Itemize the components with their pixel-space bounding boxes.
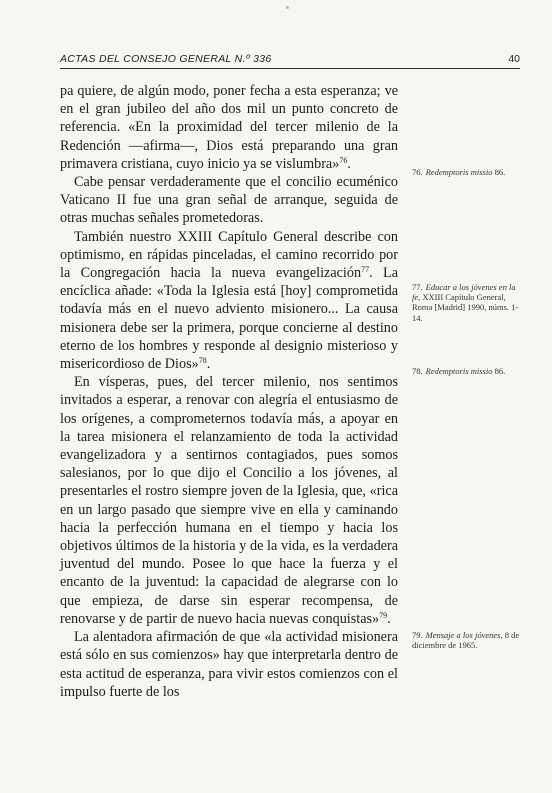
running-header — [60, 52, 520, 69]
footnote-79: 79. Mensaje a los jóvenes, 8 de diciembre de 1965. — [412, 630, 520, 651]
page-number: 40 — [508, 53, 520, 65]
footnote-ref-78[interactable]: 78 — [198, 356, 207, 366]
journal-title: ACTAS DEL CONSEJO GENERAL N.º 336 — [60, 53, 272, 65]
paragraph-4: En vísperas, pues, del tercer milenio, nos sentimos invitados a esperar, a renovar con alegría el entusiasmo de los orígenes, a comprometernos todavía más, a apoyar en la tarea misionera el relanzamiento de toda la actividad evangelizadora y a sentirnos contagiados, pues somos salesianos, por lo que dijo el Concilio a los jóvenes, al presentarles el rostro siempre joven de la Iglesia, que, «rica en un largo pasado que siempre vive en ella y caminando hacia la perfección humana en el tiempo y hacia los objetivos últimos de la historia y de la vida, es la verdadera juventud del mundo. Posee lo que hace la fuerza y el encanto de la juventud: la capacidad de alegrarse con lo que empieza, de darse sin esperar recompensa, de renovarse y de partir de nuevo hacia nuevas conquistas»$^{79}$. — [60, 374, 398, 627]
main-text-column — [60, 82, 398, 701]
footnote-76: 76. Redemptoris missio 86. — [412, 167, 506, 177]
footnote-ref-79[interactable]: 79 — [379, 610, 388, 620]
paragraph-1: pa quiere, de algún modo, poner fecha a esta esperanza; ve en el gran jubileo del año dos mil un punto concreto de referencia. «En la proximidad del tercer milenio de la Redención —afirma—, Dios está preparando una gran primavera cristiana, cuyo inicio ya se vislumbra»$^{76}$. — [60, 83, 398, 172]
footnote-ref-76[interactable]: 76 — [339, 155, 348, 165]
footnote-77: 77. Educar a los jóvenes en la fe, XXIII Capítulo General, Roma [Madrid] 1990, núms. 1-14. — [412, 282, 519, 323]
footnote-ref-77[interactable]: 77 — [361, 265, 370, 275]
paragraph-5: La alentadora afirmación de que «la actividad misionera está sólo en sus comienzos» hay que interpretarla dentro de esta actitud de esperanza, para vivir estos comienzos con el impulso fuerte de los — [60, 629, 398, 700]
paragraph-3: También nuestro XXIII Capítulo General describe con optimismo, en rápidas pinceladas, el camino recorrido por la Congregación hacia la nueva evangelización$^{77}$. La encíclica añade: «Toda la Iglesia está [hoy] comprometida todavía más en el nuevo adviento misionero... La causa misionera debe ser la primera, porque concierne al destino eterno de los hombres y responde al designio misterioso y misericordioso de Dios»$^{78}$. — [60, 228, 398, 373]
scan-speck — [286, 6, 289, 9]
footnote-78: 78. Redemptoris missio 86. — [412, 366, 506, 376]
paragraph-2: Cabe pensar verdaderamente que el concilio ecuménico Vaticano II fue una gran señal de arranque, seguida de otras muchas señales prometedoras. — [60, 174, 398, 227]
